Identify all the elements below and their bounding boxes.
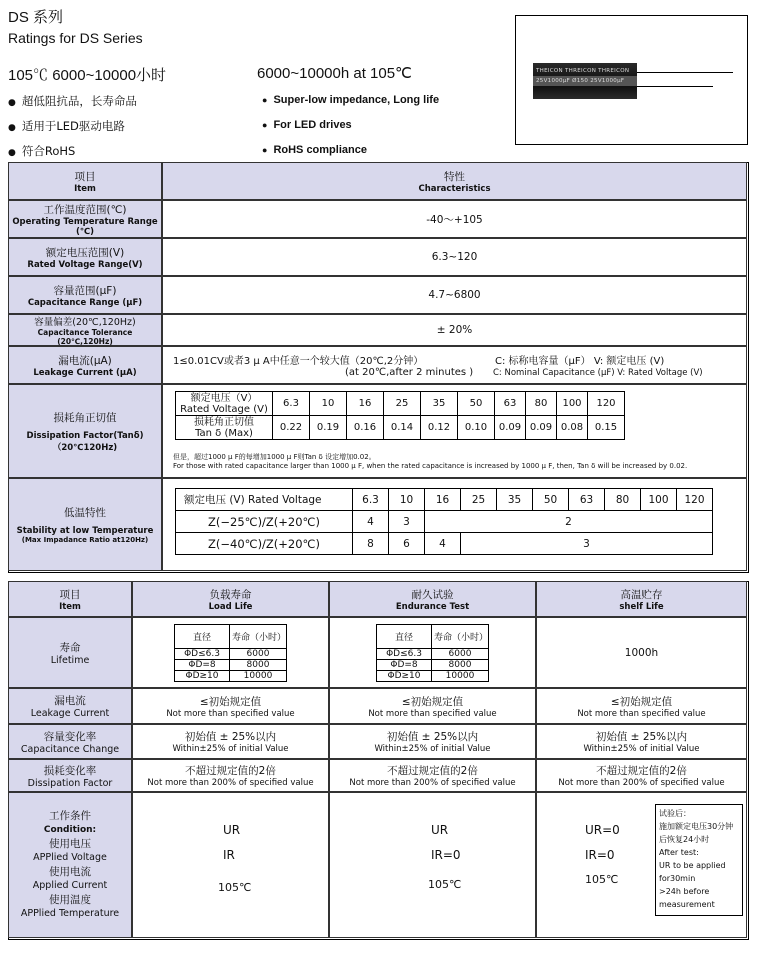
shelf-current: IR=0 <box>585 848 615 862</box>
feature-en-3: ● RoHS compliance <box>262 144 367 156</box>
capchg-label: 容量变化率 Capacitance Change <box>8 724 132 759</box>
imp-row2-val: 3 <box>461 533 713 555</box>
life-tbl-h: 直径 <box>175 624 230 648</box>
life-tbl-h: 8000 <box>432 659 489 670</box>
imp-v: 50 <box>533 489 569 511</box>
life-tbl-d: ΦD≤6.3 <box>377 648 432 659</box>
endur-condition <box>329 792 536 938</box>
dissipation-value <box>162 384 747 478</box>
leakage-label: 漏电流(µA) Leakage Current (µA) <box>8 346 162 384</box>
impedance-table <box>175 488 713 555</box>
tan-delta-table <box>175 391 625 440</box>
tan-value: 0.12 <box>421 416 458 440</box>
cap-range-value: 4.7~6800 <box>162 276 747 314</box>
capacitor-print-2: 25V1000µF Ø150 25V1000µF <box>536 78 625 84</box>
tan-value: 0.09 <box>526 416 557 440</box>
shelf-df: 不超过规定值的2倍 Not more than 200% of specified value <box>536 759 747 792</box>
imp-v: 80 <box>605 489 641 511</box>
tan-v: 120 <box>588 392 625 416</box>
tan-value: 0.22 <box>273 416 310 440</box>
series-title-cn: DS 系列 <box>8 9 64 26</box>
life-tbl-h: 6000 <box>230 648 287 659</box>
load-condition <box>132 792 329 938</box>
cap-tol-value: ± 20% <box>162 314 747 346</box>
endurance-lifetime-cell <box>329 617 536 688</box>
leakage-note-en: C: Nominal Capacitance (µF) V: Rated Voltage (V) <box>493 368 703 378</box>
tan-value: 0.08 <box>557 416 588 440</box>
imp-v: 6.3 <box>353 489 389 511</box>
life-tbl-h: 寿命（小时） <box>230 624 287 648</box>
cap-tol-label: 容量偏差(20℃,120Hz) Capacitance Tolerance (20℃,120Hz) <box>8 314 162 346</box>
load-life-header: 负载寿命 Load Life <box>132 581 329 617</box>
imp-row2-label: Z(−40℃)/Z(+20℃) <box>176 533 353 555</box>
subtitle-en: 6000~10000h at 105℃ <box>257 65 412 82</box>
load-voltage: UR <box>223 823 241 837</box>
ratings-item-header: 项目 Item <box>8 162 162 200</box>
endur-capchg: 初始值 ± 25%以内 Within±25% of initial Value <box>329 724 536 759</box>
dissipation-label: 损耗角正切值 Dissipation Factor(Tanδ) （20℃120Hz) <box>8 384 162 478</box>
life-tbl-h: 8000 <box>230 659 287 670</box>
rated-voltage-value: 6.3~120 <box>162 238 747 276</box>
endur-current: IR=0 <box>431 848 461 862</box>
endur-df: 不超过规定值的2倍 Not more than 200% of specified value <box>329 759 536 792</box>
capacitor-lead-2 <box>637 86 713 87</box>
df-label: 损耗变化率 Dissipation Factor <box>8 759 132 792</box>
life-tbl-h: 10000 <box>230 670 287 681</box>
life-tbl-d: ΦD=8 <box>377 659 432 670</box>
condition-label: 工作条件 Condition: 使用电压 APPlied Voltage 使用电流 Applied Current 使用温度 APPlied Temperature <box>8 792 132 938</box>
load-current: IR <box>223 848 235 862</box>
imp-row1-val: 4 <box>353 511 389 533</box>
imp-v: 16 <box>425 489 461 511</box>
life-tbl-d: ΦD≤6.3 <box>175 648 230 659</box>
life-tbl-h: 10000 <box>432 670 489 681</box>
load-life-table <box>174 624 287 682</box>
endur-voltage: UR <box>431 823 449 837</box>
life-tbl-h: 6000 <box>432 648 489 659</box>
imp-row1-val: 3 <box>389 511 425 533</box>
tan-value: 0.10 <box>458 416 495 440</box>
endur-leak: ≤初始规定值 Not more than specified value <box>329 688 536 724</box>
capacitor-lead-1 <box>637 72 733 73</box>
shelf-capchg: 初始值 ± 25%以内 Within±25% of initial Value <box>536 724 747 759</box>
shelf-temp: 105℃ <box>585 873 619 886</box>
leakage-value <box>162 346 747 384</box>
endurance-header: 耐久试验 Endurance Test <box>329 581 536 617</box>
tan-v: 63 <box>495 392 526 416</box>
feature-cn-3: ● 符合RoHS <box>8 144 76 158</box>
tan-hdr-tan: 损耗角正切值 Tan δ (Max) <box>176 416 273 440</box>
load-temp: 105℃ <box>218 881 252 894</box>
load-leak: ≤初始规定值 Not more than specified value <box>132 688 329 724</box>
cap-range-label: 容量范围(µF) Capacitance Range (µF) <box>8 276 162 314</box>
tan-v: 80 <box>526 392 557 416</box>
feature-cn-1: ● 超低阻抗品，长寿命品 <box>8 94 137 108</box>
shelf-voltage: UR=0 <box>585 823 620 837</box>
shelf-life-header: 高温贮存 shelf Life <box>536 581 747 617</box>
life-tbl-h: 直径 <box>377 624 432 648</box>
feature-en-1: ● Super-low impedance, Long life <box>262 94 440 106</box>
leak-label: 漏电流 Leakage Current <box>8 688 132 724</box>
imp-hdr: 额定电压 (V) Rated Voltage <box>176 489 353 511</box>
load-capchg: 初始值 ± 25%以内 Within±25% of initial Value <box>132 724 329 759</box>
capacitor-print-1: THEICON THREICON THREICON <box>536 68 630 74</box>
series-title-en: Ratings for DS Series <box>8 30 143 46</box>
shelf-condition <box>536 792 747 938</box>
imp-row2-val: 4 <box>425 533 461 555</box>
imp-v: 25 <box>461 489 497 511</box>
imp-row1-val: 2 <box>425 511 713 533</box>
feature-en-2: ● For LED drives <box>262 119 352 131</box>
life-tbl-h: 寿命（小时） <box>432 624 489 648</box>
feature-cn-2: ● 适用于LED驱动电路 <box>8 119 125 133</box>
tan-value: 0.14 <box>384 416 421 440</box>
imp-v: 35 <box>497 489 533 511</box>
tan-v: 50 <box>458 392 495 416</box>
ratings-char-header: 特性 Characteristics <box>162 162 747 200</box>
tan-v: 10 <box>310 392 347 416</box>
endurance-life-table <box>376 624 489 682</box>
life-item-header: 项目 Item <box>8 581 132 617</box>
life-tbl-d: ΦD≥10 <box>377 670 432 681</box>
imp-row2-val: 8 <box>353 533 389 555</box>
lifetime-label: 寿命 Lifetime <box>8 617 132 688</box>
op-temp-label: 工作温度范围(℃) Operating Temperature Range (℃) <box>8 200 162 238</box>
tan-value: 0.15 <box>588 416 625 440</box>
life-tbl-d: ΦD≥10 <box>175 670 230 681</box>
stability-label: 低温特性 Stability at low Temperature (Max Impadance Ratio at120Hz) <box>8 478 162 571</box>
leakage-formula-en: (at 20℃,after 2 minutes ) <box>345 367 474 378</box>
rated-voltage-label: 额定电压范围(V) Rated Voltage Range(V) <box>8 238 162 276</box>
tan-value: 0.19 <box>310 416 347 440</box>
test-note-box: 试验后： 施加额定电压30分钟 后恢复24小时 After test: UR to be applied for30min >24h before measurement <box>655 804 743 916</box>
stability-value <box>162 478 747 571</box>
load-df: 不超过规定值的2倍 Not more than 200% of specified value <box>132 759 329 792</box>
imp-v: 120 <box>677 489 713 511</box>
shelf-lifetime: 1000h <box>536 617 747 688</box>
tan-value: 0.16 <box>347 416 384 440</box>
leakage-note-cn: C: 标称电容量（µF） V: 额定电压 (V) <box>495 356 665 367</box>
tan-v: 6.3 <box>273 392 310 416</box>
tan-note-en: For those with rated capacitance larger than 1000 µ F, when the rated capacitance is increased by 1000 µ F, then, Tan δ will be increased by 0.02. <box>173 462 688 470</box>
tan-note-cn: 但是，超过1000 µ F的每增加1000 µ F则Tan δ 设定增加0.02。 <box>173 453 376 461</box>
op-temp-value: -40～+105 <box>162 200 747 238</box>
tan-hdr-voltage: 额定电压（V） Rated Voltage (V) <box>176 392 273 416</box>
imp-v: 10 <box>389 489 425 511</box>
life-tbl-d: ΦD=8 <box>175 659 230 670</box>
imp-v: 63 <box>569 489 605 511</box>
endur-temp: 105℃ <box>428 878 462 891</box>
tan-v: 100 <box>557 392 588 416</box>
shelf-leak: ≤初始规定值 Not more than specified value <box>536 688 747 724</box>
tan-v: 25 <box>384 392 421 416</box>
imp-v: 100 <box>641 489 677 511</box>
imp-row2-val: 6 <box>389 533 425 555</box>
tan-v: 16 <box>347 392 384 416</box>
load-lifetime-cell <box>132 617 329 688</box>
tan-value: 0.09 <box>495 416 526 440</box>
subtitle-cn: 105℃ 6000~10000小时 <box>8 67 167 84</box>
leakage-formula: 1≤0.01CV或者3 µ A中任意一个较大值（20℃,2分钟） <box>173 356 424 367</box>
tan-v: 35 <box>421 392 458 416</box>
imp-row1-label: Z(−25℃)/Z(+20℃) <box>176 511 353 533</box>
